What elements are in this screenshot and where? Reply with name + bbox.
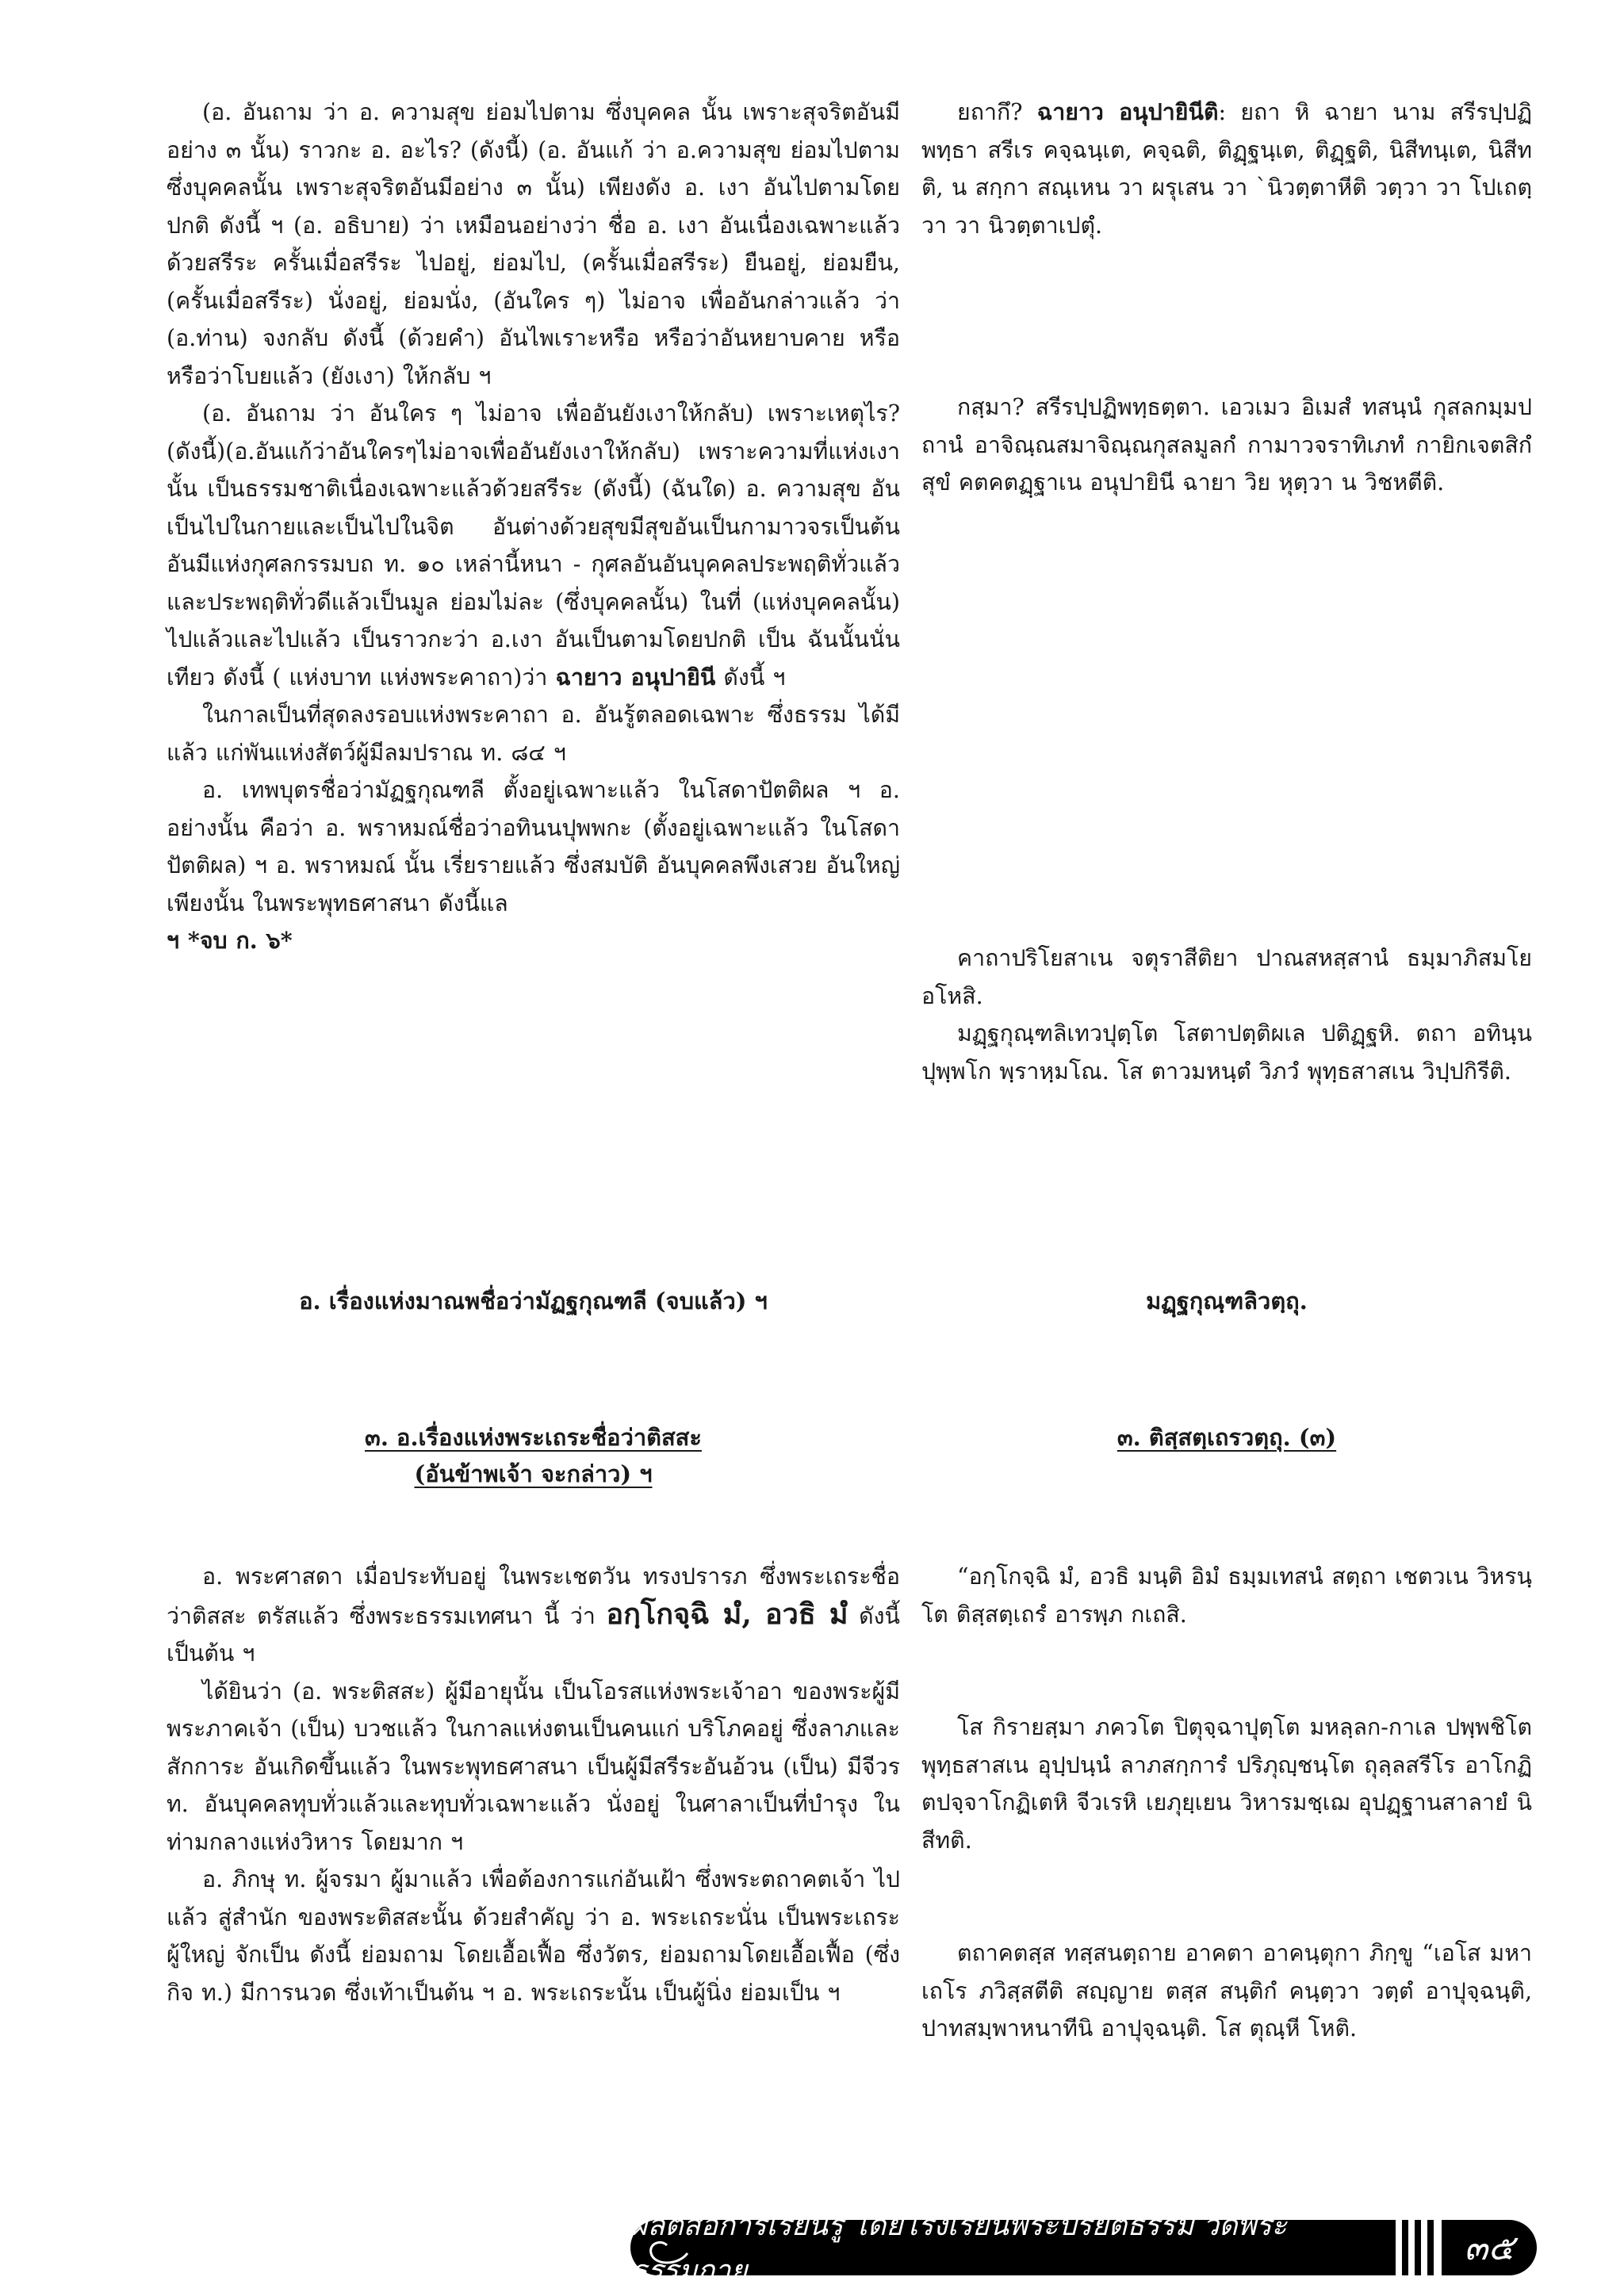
- left-story-heading-block: [167, 1419, 900, 1492]
- left-story-heading-2: (อันข้าพเจ้า จะกล่าว) ฯ: [414, 1460, 653, 1487]
- left-closing-heading-block: [167, 1283, 900, 1319]
- footer-divider-3: [1427, 2220, 1434, 2275]
- left-story-heading-1: ๓. อ.เรื่องแห่งพระเถระชื่อว่าติสสะ: [365, 1424, 702, 1451]
- swirl-ornament-icon: [646, 2229, 694, 2267]
- right-closing-heading-block: [921, 1283, 1532, 1319]
- left-paragraph-3: ในกาลเป็นที่สุดลงรอบแห่งพระคาถา อ. อันรู้ตลอดเฉพาะ ซึ่งธรรม ได้มีแล้ว แก่พันแห่งสัตว์ผู้มีลมปราณ ท. ๘๔ ฯ: [167, 702, 900, 766]
- right-story-heading: ๓. ติสฺสตฺเถรวตฺถุ. (๓): [1116, 1424, 1337, 1451]
- right-paragraph-5: “อกฺโกจฺฉิ มํ, อวธิ มนฺติ อิมํ ธมฺมเทสนํ สตฺถา เชตวเน วิหรนฺโต ติสฺสตฺเถรํ อารพฺภ กเถสิ.: [921, 1563, 1532, 1628]
- right-block-6: [921, 1709, 1532, 1859]
- right-block-3: [921, 939, 1532, 1090]
- right-block-7: [921, 1934, 1532, 2048]
- right-paragraph-2: กสฺมา? สรีรปฺปฏิพทฺธตฺตา. เอวเมว อิเมสํ ทสนฺนํ กุสลกมฺมปถานํ อาจิณฺณสมาจิณฺณกุสลมูลกํ กามาวจราทิเภทํ กายิกเจตสิกํ สุขํ คตคตฏฺฐาเน อนุปายินี ฉายา วิย หุตฺวา น วิชหตีติ.: [921, 394, 1532, 496]
- left-column-bottom: [167, 1558, 900, 2011]
- footer-text: ผลิตสื่อการเรียนรู้ โดยโรงเรียนพระปริยัติธรรม วัดพระธรรมกาย: [630, 2210, 1287, 2287]
- right-paragraph-3: คาถาปริโยสาเน จตุราสีติยา ปาณสหสฺสานํ ธมฺมาภิสมโย อโหสิ.: [921, 945, 1532, 1009]
- right-paragraph-1: ยถากึ? ฉายาว อนุปายินีติ: ยถา หิ ฉายา นาม สรีรปฺปฏิพทฺธา สรีเร คจฺฉนฺเต, คจฺฉติ, ติฏฺฐนฺเต, ติฏฺฐติ, นิสีทนฺเต, นิสีทติ, น สกฺกา สณฺเหน วา ผรุเสน วา `นิวตฺตาหีติ วตฺวา วา โปเถตฺวา วา นิวตฺตาเปตุํ.: [921, 98, 1532, 239]
- left-paragraph-6: ได้ยินว่า (อ. พระติสสะ) ผู้มีอายุนั้น เป็นโอรสแห่งพระเจ้าอา ของพระผู้มีพระภาคเจ้า (เป็น) บวชแล้ว ในกาลแห่งตนเป็นคนแก่ บริโภคอยู่ ซึ่งลาภและสักการะ อันเกิดขึ้นแล้ว ในพระพุทธศาสนา เป็นผู้มีสรีระอันอ้วน (เป็น) มีจีวร ท. อันบุคคลทุบทั่วแล้วและทุบทั่วเฉพาะแล้ว นั่งอยู่ ในศาลาเป็นที่บำรุง ในท่ามกลางแห่งวิหาร โดยมาก ฯ: [167, 1678, 900, 1855]
- right-block-1: [921, 94, 1532, 244]
- left-paragraph-5: อ. พระศาสดา เมื่อประทับอยู่ ในพระเชตวัน ทรงปรารภ ซึ่งพระเถระชื่อว่าติสสะ ตรัสแล้ว ซึ่งพระธรรมเทศนา นี้ ว่า อกฺโกจฺฉิ มํ, อวธิ มํ ดังนี้เป็นต้น ฯ: [167, 1563, 901, 1667]
- left-paragraph-7: อ. ภิกษุ ท. ผู้จรมา ผู้มาแล้ว เพื่อต้องการแก่อันเฝ้า ซึ่งพระตถาคตเจ้า ไปแล้ว สู่สำนัก ของพระติสสะนั้น ด้วยสำคัญ ว่า อ. พระเถระนั่น เป็นพระเถระผู้ใหญ่ จักเป็น ดังนี้ ย่อมถาม โดยเอื้อเฟื้อ ซึ่งวัตร, ย่อมถามโดยเอื้อเฟื้อ (ซึ่งกิจ ท.) มีการนวด ซึ่งเท้าเป็นต้น ฯ อ. พระเถระนั้น เป็นผู้นิ่ง ย่อมเป็น ฯ: [167, 1866, 900, 2006]
- right-paragraph-4: มฏฺฐกุณฺฑลิเทวปุตฺโต โสตาปตฺติผเล ปติฏฺฐหิ. ตถา อทินฺนปุพฺพโก พฺราหฺมโณ. โส ตาวมหนฺตํ วิภวํ พุทฺธสาสเน วิปฺปกิรีติ.: [921, 1020, 1532, 1085]
- right-story-heading-block: [921, 1419, 1532, 1456]
- footer-band: [630, 2210, 1396, 2287]
- right-paragraph-7: ตถาคตสฺส ทสฺสนตฺถาย อาคตา อาคนฺตุกา ภิกฺขู “เอโส มหาเถโร ภวิสฺสตีติ สญฺญาย ตสฺส สนฺติกํ คนฺตฺวา วตฺตํ อาปุจฺฉนฺติ, ปาทสมฺพาหนาทีนิ อาปุจฺฉนฺติ. โส ตุณฺหี โหติ.: [921, 1940, 1532, 2042]
- left-paragraph-2: (อ. อันถาม ว่า อันใคร ๆ ไม่อาจ เพื่ออันยังเงาให้กลับ) เพราะเหตุไร?(ดังนี้)(อ.อันแก้ว่าอันใครๆไม่อาจเพื่ออันยังเงาให้กลับ) เพราะความที่แห่งเงา นั้น เป็นธรรมชาติเนื่องเฉพาะแล้วด้วยสรีระ (ดังนี้) (ฉันใด) อ. ความสุข อันเป็นไปในกายและเป็นไปในจิต อันต่างด้วยสุขมีสุขอันเป็นกามาวจรเป็นต้น อันมีแห่งกุศลกรรมบถ ท. ๑๐ เหล่านี้หนา - กุศลอันอันบุคคลประพฤติทั่วแล้วและประพฤติทั่วดีแล้วเป็นมูล ย่อมไม่ละ (ซึ่งบุคคลนั้น) ในที่ (แห่งบุคคลนั้น) ไปแล้วและไปแล้ว เป็นราวกะว่า อ.เงา อันเป็นตามโดยปกติ เป็น ฉันนั้นนั่นเทียว ดังนี้ ( แห่งบาท แห่งพระคาถา)ว่า ฉายาว อนุปายินี ดังนี้ ฯ: [167, 400, 900, 691]
- right-block-5: [921, 1558, 1532, 1633]
- footer-divider-1: [1402, 2220, 1408, 2275]
- right-closing-heading: มฏฺฐกุณฺฑลิวตฺถุ.: [1146, 1288, 1308, 1314]
- page-number: ๓๕: [1442, 2220, 1537, 2275]
- right-block-2: [921, 388, 1532, 502]
- left-paragraph-4-end: ฯ *จบ ก. ๖*: [167, 927, 293, 954]
- left-column-top: [167, 94, 900, 960]
- left-paragraph-1: (อ. อันถาม ว่า อ. ความสุข ย่อมไปตาม ซึ่งบุคคล นั้น เพราะสุจริตอันมีอย่าง ๓ นั้น) ราวกะ อ. อะไร? (ดังนี้) (อ. อันแก้ ว่า อ.ความสุข ย่อมไปตาม ซึ่งบุคคลนั้น เพราะสุจริตอันมีอย่าง ๓ นั้น) เพียงดัง อ. เงา อันไปตามโดยปกติ ดังนี้ ฯ (อ. อธิบาย) ว่า เหมือนอย่างว่า ชื่อ อ. เงา อันเนื่องเฉพาะแล้วด้วยสรีระ ครั้นเมื่อสรีระ ไปอยู่, ย่อมไป, (ครั้นเมื่อสรีระ) ยืนอยู่, ย่อมยืน, (ครั้นเมื่อสรีระ) นั่งอยู่, ย่อมนั่ง, (อันใคร ๆ) ไม่อาจ เพื่ออันกล่าวแล้ว ว่า (อ.ท่าน) จงกลับ ดังนี้ (ด้วยคำ) อันไพเราะหรือ หรือว่าอันหยาบคาย หรือ หรือว่าโบยแล้ว (ยังเงา) ให้กลับ ฯ: [167, 99, 900, 389]
- footer-divider-2: [1415, 2220, 1421, 2275]
- right-paragraph-6: โส กิรายสฺมา ภควโต ปิตุจฺฉาปุตฺโต มหลฺลก-กาเล ปพฺพชิโต พุทฺธสาสเน อุปฺปนฺนํ ลาภสกฺการํ ปริภุญฺชนฺโต ถุลฺลสรีโร อาโกฏิตปจฺจาโกฏิเตหิ จีวเรหิ เยภุยฺเยน วิหารมชฺเฌ อุปฏฺฐานสาลายํ นิสีทติ.: [921, 1714, 1532, 1854]
- left-paragraph-4: อ. เทพบุตรชื่อว่ามัฏฐกุณฑลี ตั้งอยู่เฉพาะแล้ว ในโสดาปัตติผล ฯ อ. อย่างนั้น คือว่า อ. พราหมณ์ชื่อว่าอทินนปุพพกะ (ตั้งอยู่เฉพาะแล้ว ในโสดาปัตติผล) ฯ อ. พราหมณ์ นั้น เรี่ยรายแล้ว ซึ่งสมบัติ อันบุคคลพึงเสวย อันใหญ่ เพียงนั้น ในพระพุทธศาสนา ดังนี้แล: [167, 777, 900, 916]
- left-closing-heading: อ. เรื่องแห่งมาณพชื่อว่ามัฏฐกุณฑลี (จบแล้ว) ฯ: [299, 1288, 768, 1314]
